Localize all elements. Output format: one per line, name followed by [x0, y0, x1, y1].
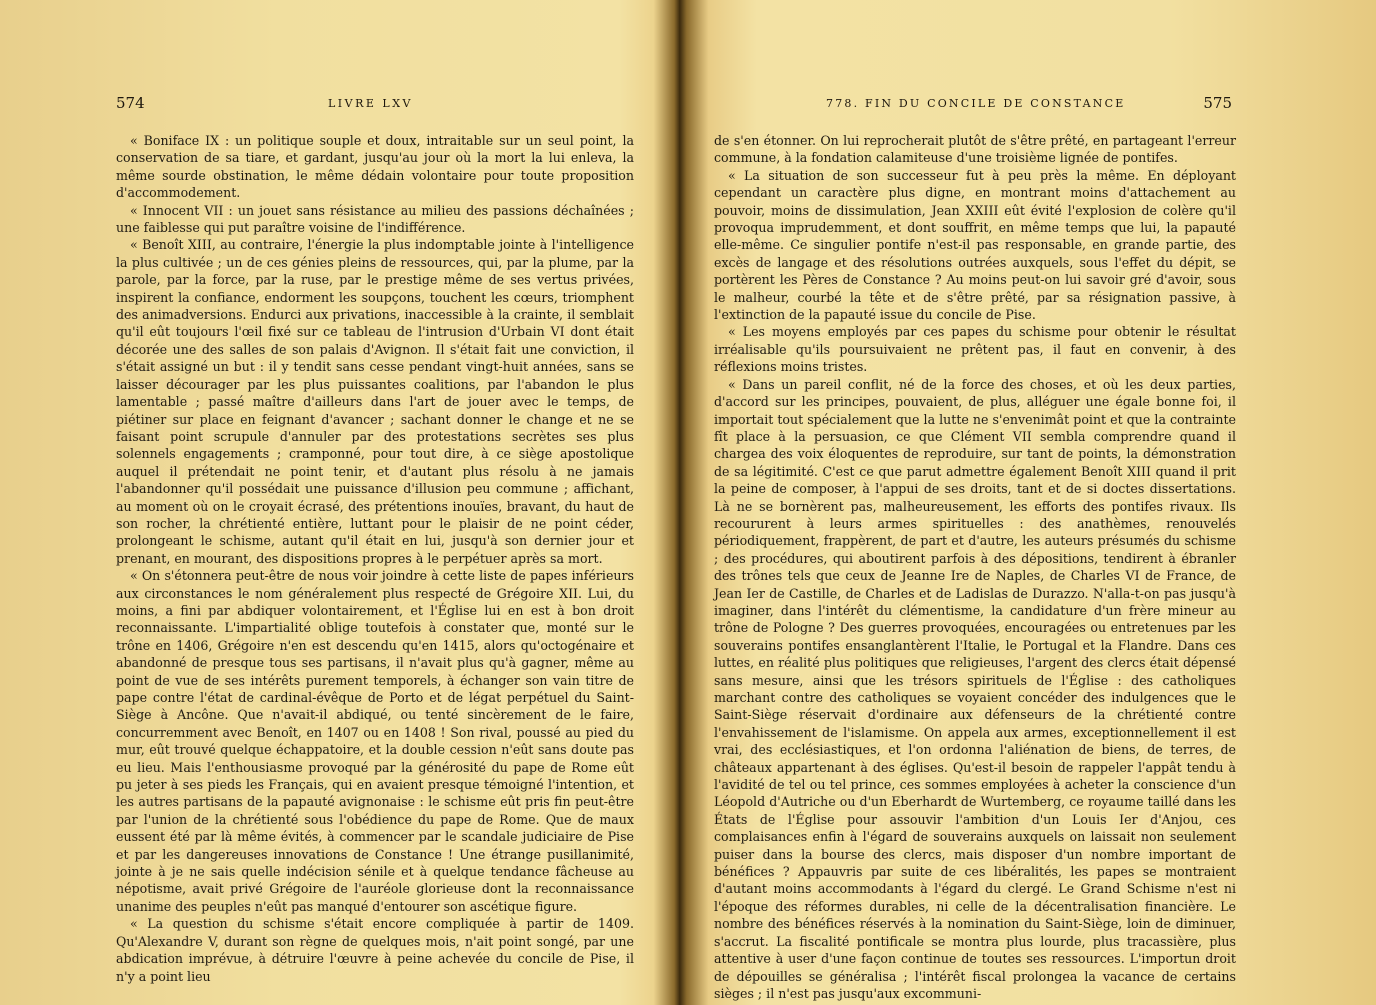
paragraph: « La situation de son successeur fut à peu près la même. En déployant cependant un caractère plus digne, en montrant moins d'attachement au pouvoir, moins de dissimulation, Jean XXIII eût évité l'explosion de colère qu'il provoqua imprudemment, et dont souffrit, en même temps que lui, la papauté elle-même. Ce singulier pontife n'est-il pas responsable, en grande partie, des excès de langage et des résolutions outrées auxquels, sous l'effet du dépit, se portèrent les Pères de Constance ? Au moins peut-on lui savoir gré d'avoir, sous le malheur, courbé la tête et de s'être prêté, par sa résignation passive, à l'extinction de la papauté issue du concile de Pise.: [714, 167, 1236, 323]
right-page: [714, 94, 1236, 1002]
left-page: [116, 94, 634, 985]
left-page-body: [116, 132, 634, 985]
right-page-header: [714, 94, 1236, 116]
left-page-number: 574: [116, 94, 145, 112]
left-page-header: [116, 94, 634, 116]
left-running-title: LIVRE LXV: [328, 97, 413, 110]
paragraph: « Boniface IX : un politique souple et doux, intraitable sur un seul point, la conservation de sa tiare, et gardant, jusqu'au jour où la mort la lui enleva, la même sourde obstination, le même dédain volontaire pour toute proposition d'accommodement.: [116, 133, 634, 201]
paragraph: « On s'étonnera peut-être de nous voir joindre à cette liste de papes inférieurs aux circonstances le nom généralement plus respecté de Grégoire XII. Lui, du moins, a fini par abdiquer volontairement, et l'Église lui en est à bon droit reconnaissante. L'impartialité oblige toutefois à constater que, monté sur le trône en 1406, Grégoire n'en est descendu qu'en 1415, alors qu'octogénaire et abandonné de presque tous ses partisans, il n'avait plus qu'à gagner, même au point de vue de ses intérêts purement temporels, à échanger son vain titre de pape contre l'état de cardinal-évêque de Porto et de légat perpétuel du Saint-Siège à Ancône. Que n'avait-il abdiqué, ou tenté sincèrement de le faire, concurremment avec Benoît, en 1407 ou en 1408 ! Son rival, poussé au pied du mur, eût trouvé quelque échappatoire, et la double cession n'eût sans doute pas eu lieu. Mais l'enthousiasme provoqué par la générosité du pape de Rome eût pu jeter à ses pieds les Français, qui en avaient presque témoigné l'intention, et les autres partisans de la papauté avignonaise : le schisme eût pris fin peut-être par l'union de la chrétienté sous l'obédience du pape de Rome. Que de maux eussent été par là même évités, à commencer par le scandale judiciaire de Pise et par les dangereuses innovations de Constance ! Une étrange pusillanimité, jointe à je ne sais quelle indécision sénile et à quelque tendance fâcheuse au népotisme, avait privé Grégoire de l'auréole glorieuse dont la reconnaissance unanime des peuples n'eût pas manqué d'entourer son ascétique figure.: [116, 568, 634, 914]
right-page-body: [714, 132, 1236, 1002]
paragraph: « Innocent VII : un jouet sans résistance au milieu des passions déchaînées ; une faiblesse qui put paraître voisine de l'indifférence.: [116, 202, 634, 236]
paragraph: « Les moyens employés par ces papes du schisme pour obtenir le résultat irréalisable qu'ils poursuivaient ne prêtent pas, il faut en convenir, à des réflexions moins tristes.: [714, 324, 1236, 375]
right-page-number: 575: [1203, 94, 1232, 112]
right-running-title: 778. FIN DU CONCILE DE CONSTANCE: [826, 97, 1126, 110]
paragraph: « Dans un pareil conflit, né de la force des choses, et où les deux parties, d'accord sur les principes, pouvaient, de plus, alléguer une égale bonne foi, il importait tout spécialement que la lutte ne s'envenimât point et que la contrainte fît place à la persuasion, ce que Clément VII sembla comprendre quand il chargea des voix éloquentes de reproduire, sur tant de points, la démonstration de sa légitimité. C'est ce que parut admettre également Benoît XIII quand il prit la peine de composer, à l'appui de ses droits, tant et de si doctes dissertations. Là ne se bornèrent pas, malheureusement, les efforts des pontifes rivaux. Ils recoururent à leurs armes spirituelles : des anathèmes, renouvelés périodiquement, frappèrent, de part et d'autre, les auteurs présumés du schisme ; des procédures, qui aboutirent parfois à des dépositions, tendirent à ébranler des trônes tels que ceux de Jeanne Ire de Naples, de Charles VI de France, de Jean Ier de Castille, de Charles et de Ladislas de Durazzo. N'alla-t-on pas jusqu'à imaginer, dans l'intérêt du clémentisme, la candidature d'un frère mineur au trône de Pologne ? Des guerres provoquées, encouragées ou entretenues par les souverains pontifes ensanglantèrent l'Italie, le Portugal et la Flandre. Dans ces luttes, en réalité plus politiques que religieuses, l'argent des clercs était dépensé sans mesure, ainsi que les trésors spirituels de l'Église : des catholiques marchant contre des catholiques se voyaient concéder des indulgences que le Saint-Siège réservait d'ordinaire aux défenseurs de la chrétienté contre l'envahissement de l'islamisme. On appela aux armes, exceptionnellement il est vrai, des ecclésiastiques, et l'on ordonna l'aliénation de biens, de terres, de châteaux appartenant à des églises. Qu'est-il besoin de rappeler l'appât tendu à l'avidité de tel ou tel prince, ces sommes employées à acheter la conscience d'un Léopold d'Autriche ou d'un Eberhardt de Wurtemberg, ce royaume taillé dans les États de l'Église pour assouvir l'ambition d'un Louis Ier d'Anjou, ces complaisances enfin à l'égard de souverains auxquels on laissait non seulement puiser dans la bourse des clercs, mais disposer d'un nombre important de bénéfices ? Appauvris par suite de ces libéralités, les papes se montraient d'autant moins accommodants à l'égard du clergé. Le Grand Schisme n'est ni l'époque des réformes durables, ni celle de la décentralisation financière. Le nombre des bénéfices réservés à la nomination du Saint-Siège, loin de diminuer, s'accrut. La fiscalité pontificale se montra plus lourde, plus tracassière, plus attentive à user d'une façon continue de toutes ses ressources. L'importun droit de dépouilles se généralisa ; l'intérêt fiscal prolongea la vacance de certains sièges ; il n'est pas jusqu'aux excommuni-: [714, 376, 1236, 1001]
paragraph: « Benoît XIII, au contraire, l'énergie la plus indomptable jointe à l'intelligence la plus cultivée ; un de ces génies pleins de ressources, qui, par la plume, par la parole, par la force, par la ruse, par le prestige même de ses vertus privées, inspirent la confiance, endorment les soupçons, touchent les cœurs, triomphent des animadversions. Endurci aux privations, inaccessible à la crainte, il semblait qu'il eût toujours l'œil fixé sur ce tableau de l'intrusion d'Urbain VI dont était décorée une des salles de son palais d'Avignon. Il s'était fait une conviction, il s'était assigné un but : il y tendit sans cesse pendant vingt-huit années, sans se laisser décourager par les plus puissantes coalitions, par l'abandon le plus lamentable ; passé maître d'ailleurs dans l'art de jouer avec le temps, de piétiner sur place en feignant d'avancer ; sachant donner le change et ne se faisant point scrupule d'annuler par des protestations secrètes ses plus solennels engagements ; cramponné, pour tout dire, à ce siège apostolique auquel il prétendait ne point tenir, et d'autant plus résolu à ne jamais l'abandonner qu'il possédait une puissance d'illusion peu commune ; affichant, au moment où on le croyait écrasé, des prétentions inouïes, bravant, du haut de son rocher, la chrétienté entière, luttant pour le plaisir de ne point céder, prolongeant le schisme, autant qu'il était en lui, jusqu'à son dernier jour et prenant, en mourant, des dispositions propres à le perpétuer après sa mort.: [116, 237, 634, 566]
paragraph: de s'en étonner. On lui reprocherait plutôt de s'être prêté, en partageant l'erreur commune, à la fondation calamiteuse d'une troisième lignée de pontifes.: [714, 133, 1236, 166]
paragraph: « La question du schisme s'était encore compliquée à partir de 1409. Qu'Alexandre V, durant son règne de quelques mois, n'ait point songé, par une abdication imprévue, à détruire l'œuvre à peine achevée du concile de Pise, il n'y a point lieu: [116, 916, 634, 984]
